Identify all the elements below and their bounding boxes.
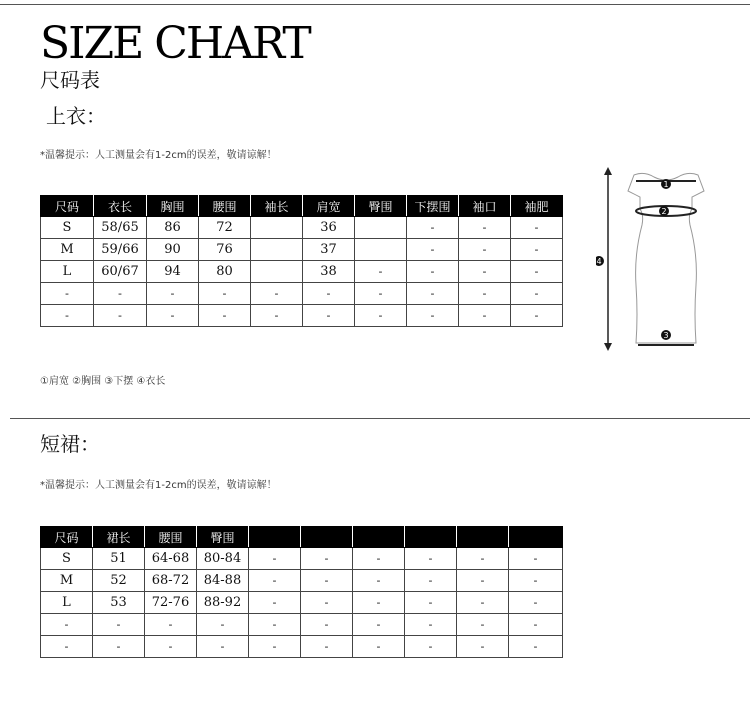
table-cell: -	[301, 636, 353, 658]
column-header	[301, 527, 353, 548]
column-header: 臀围	[197, 527, 249, 548]
table-cell	[251, 261, 303, 283]
table-cell: -	[355, 305, 407, 327]
column-header: 下摆围	[407, 196, 459, 217]
section-divider	[10, 418, 750, 419]
table-cell: -	[249, 636, 301, 658]
table-cell: -	[301, 548, 353, 570]
column-header	[405, 527, 457, 548]
column-header	[457, 527, 509, 548]
column-header: 裙长	[93, 527, 145, 548]
table-cell: -	[301, 570, 353, 592]
table-cell: -	[407, 217, 459, 239]
table-cell: -	[353, 548, 405, 570]
table-cell: -	[199, 283, 251, 305]
table-cell: 72	[199, 217, 251, 239]
table-cell: -	[509, 614, 563, 636]
table-cell: 38	[303, 261, 355, 283]
column-header: 尺码	[41, 527, 93, 548]
table-cell: 36	[303, 217, 355, 239]
table-cell: -	[457, 570, 509, 592]
table-cell: -	[405, 548, 457, 570]
table-cell: -	[249, 570, 301, 592]
table-cell: L	[41, 261, 94, 283]
table-cell: -	[147, 305, 199, 327]
table-cell: 68-72	[145, 570, 197, 592]
table-cell: 53	[93, 592, 145, 614]
table-cell: -	[94, 283, 147, 305]
skirt-section-heading: 短裙：	[40, 432, 100, 456]
table-cell: -	[353, 614, 405, 636]
table-cell: -	[41, 305, 94, 327]
table-cell: -	[509, 548, 563, 570]
table-cell: -	[355, 261, 407, 283]
table-cell: -	[353, 570, 405, 592]
column-header: 尺码	[41, 196, 94, 217]
table-cell: -	[405, 614, 457, 636]
table-cell: -	[405, 592, 457, 614]
top-section-heading: 上衣：	[46, 104, 106, 128]
table-row	[41, 239, 563, 261]
top-section-note: *温馨提示：人工测量会有1-2cm的误差，敬请谅解！	[40, 150, 277, 161]
table-row	[41, 217, 563, 239]
table-cell: -	[93, 614, 145, 636]
table-cell: -	[301, 614, 353, 636]
table-cell: -	[509, 636, 563, 658]
table-cell: 86	[147, 217, 199, 239]
table-cell: M	[41, 239, 94, 261]
table-cell: -	[249, 548, 301, 570]
table-cell: -	[405, 570, 457, 592]
marker-3: 3	[663, 331, 669, 340]
table-cell: L	[41, 592, 93, 614]
table-cell	[355, 217, 407, 239]
column-header: 胸围	[147, 196, 199, 217]
table-cell: -	[303, 305, 355, 327]
table-cell: -	[459, 261, 511, 283]
page-subtitle: 尺码表	[40, 68, 100, 92]
table-cell: 80-84	[197, 548, 249, 570]
table-cell: 76	[199, 239, 251, 261]
table-cell: -	[145, 636, 197, 658]
table-cell: -	[511, 305, 563, 327]
table-cell: -	[251, 283, 303, 305]
table-cell: -	[407, 261, 459, 283]
table-cell: -	[511, 283, 563, 305]
table-cell: 72-76	[145, 592, 197, 614]
column-header: 袖口	[459, 196, 511, 217]
marker-1: 1	[663, 180, 669, 189]
table-cell: -	[407, 283, 459, 305]
table-cell: -	[199, 305, 251, 327]
table-cell: 90	[147, 239, 199, 261]
table-row	[41, 614, 563, 636]
table-cell: -	[41, 614, 93, 636]
table-cell: -	[251, 305, 303, 327]
table-cell: 58/65	[94, 217, 147, 239]
table-cell: -	[509, 570, 563, 592]
table-cell: -	[459, 283, 511, 305]
table-cell: 51	[93, 548, 145, 570]
table-cell: -	[459, 217, 511, 239]
top-divider	[0, 4, 750, 5]
table-row	[41, 283, 563, 305]
table-cell: -	[457, 614, 509, 636]
table-cell: -	[41, 283, 94, 305]
table-cell: -	[457, 548, 509, 570]
table-row	[41, 636, 563, 658]
column-header: 腰围	[199, 196, 251, 217]
table-cell	[355, 239, 407, 261]
table-cell: 52	[93, 570, 145, 592]
column-header	[509, 527, 563, 548]
table-cell: -	[511, 217, 563, 239]
table-cell: -	[249, 614, 301, 636]
table-cell: -	[303, 283, 355, 305]
column-header: 袖长	[251, 196, 303, 217]
column-header: 袖肥	[511, 196, 563, 217]
column-header	[353, 527, 405, 548]
table-row	[41, 592, 563, 614]
table-cell: -	[407, 305, 459, 327]
table-cell: S	[41, 217, 94, 239]
table-cell: -	[301, 592, 353, 614]
table-cell: M	[41, 570, 93, 592]
table-cell: 84-88	[197, 570, 249, 592]
column-header: 衣长	[94, 196, 147, 217]
table-cell: 59/66	[94, 239, 147, 261]
table-cell: -	[509, 592, 563, 614]
table-cell: -	[145, 614, 197, 636]
table-row	[41, 261, 563, 283]
marker-4: 4	[596, 257, 602, 266]
dress-outline-icon	[628, 173, 704, 343]
page-title: SIZE CHART	[40, 18, 310, 69]
table-row	[41, 305, 563, 327]
column-header: 腰围	[145, 527, 197, 548]
table-cell: -	[457, 592, 509, 614]
table-cell: -	[405, 636, 457, 658]
table-header-row	[41, 196, 563, 217]
table-cell: 37	[303, 239, 355, 261]
table-cell: -	[147, 283, 199, 305]
table-cell: 64-68	[145, 548, 197, 570]
table-cell: -	[93, 636, 145, 658]
table-cell: -	[457, 636, 509, 658]
table-cell: -	[511, 239, 563, 261]
top-size-table	[40, 195, 563, 327]
table-row	[41, 570, 563, 592]
column-header	[249, 527, 301, 548]
dress-diagram	[596, 165, 708, 355]
table-cell: S	[41, 548, 93, 570]
table-cell: 60/67	[94, 261, 147, 283]
table-cell: 94	[147, 261, 199, 283]
table-cell: -	[197, 614, 249, 636]
skirt-size-table	[40, 526, 563, 658]
table-cell: -	[407, 239, 459, 261]
table-cell	[251, 217, 303, 239]
table-cell: -	[353, 592, 405, 614]
table-cell: -	[41, 636, 93, 658]
table-cell: -	[197, 636, 249, 658]
table-cell: -	[353, 636, 405, 658]
table-cell: -	[511, 261, 563, 283]
table-cell: -	[459, 239, 511, 261]
table-row	[41, 548, 563, 570]
column-header: 肩宽	[303, 196, 355, 217]
table-cell	[251, 239, 303, 261]
table-cell: -	[249, 592, 301, 614]
table-cell: 88-92	[197, 592, 249, 614]
skirt-section-note: *温馨提示：人工测量会有1-2cm的误差，敬请谅解！	[40, 480, 277, 491]
table-header-row	[41, 527, 563, 548]
table-cell: -	[459, 305, 511, 327]
measurement-legend: ①肩宽 ②胸围 ③下摆 ④衣长	[40, 376, 166, 387]
table-cell: -	[94, 305, 147, 327]
column-header: 臀围	[355, 196, 407, 217]
table-cell: -	[355, 283, 407, 305]
marker-2: 2	[661, 207, 667, 216]
table-cell: 80	[199, 261, 251, 283]
